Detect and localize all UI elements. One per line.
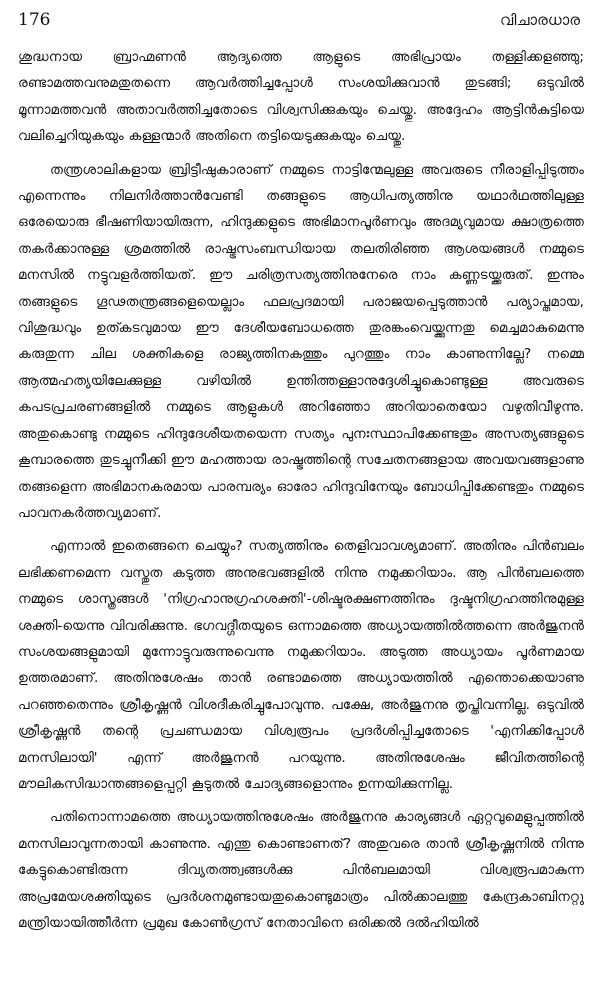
paragraph: തന്ത്രശാലികളായ ബ്രിട്ടീഷുകാരാണ് നമ്മുടെ നാട്ടിന്മേലുള്ള അവരുടെ നീരാളിപ്പിടുത്തം എന്നെന്നും നിലനിർത്താൻവേണ്ടി തങ്ങളുടെ ആധിപത്യത്തിനു യഥാർഥത്തിലുള്ള ഒരേയൊരു ഭീഷണിയായിരുന്ന, ഹിന്ദുക്കളുടെ അഭിമാനപൂർണവും അദമ്യവുമായ ക്ഷാത്രത്തെ തകർക്കാനുള്ള ശ്രമത്തിൽ രാഷ്ട്രസംബന്ധിയായ തലതിരിഞ്ഞ ആശയങ്ങൾ നമ്മുടെ മനസിൽ നട്ടുവളർത്തിയത്. ഈ ചരിത്രസത്യത്തിനുനേരെ നാം കണ്ണടയ്ക്കരുത്. ഇന്നും തങ്ങളുടെ ഗൂഢതന്ത്രങ്ങളെയെല്ലാം ഫലപ്രദമായി പരാജയപ്പെടുത്താൻ പര്യാപ്തമായ, വിശുദ്ധവും ഉത്കടവുമായ ഈ ദേശീയബോധത്തെ തുരങ്കംവെയ്ക്കുന്നതു മെച്ചമാകുമെന്നു കരുതുന്ന ചില ശക്തികളെ രാജ്യത്തിനകത്തും പുറത്തും നാം കാണുന്നില്ലേ? നമ്മെ ആത്മഹത്യയിലേക്കുള്ള വഴിയിൽ ഉന്തിത്തള്ളാനുദ്ദേശിച്ചുകൊണ്ടുള്ള അവരുടെ കപടപ്രചരണങ്ങളിൽ നമ്മുടെ ആളുകൾ അറിഞ്ഞോ അറിയാതെയോ വഴുതിവീഴുന്നു. അതുകൊണ്ടു നമ്മുടെ ഹിന്ദുദേശീയതയെന്ന സത്യം പുനഃസ്ഥാപിക്കേണ്ടതും അസത്യങ്ങളുടെ കൂമ്പാരത്തെ തുടച്ചുനീക്കി ഈ മഹത്തായ രാഷ്ട്രത്തിന്റെ സചേതനങ്ങളായ അവയവങ്ങളാണു തങ്ങളെന്ന അഭിമാനകരമായ പാരമ്പര്യം ഓരോ ഹിന്ദുവിനേയും ബോധിപ്പിക്കേണ്ടതും നമ്മുടെ പാവനകർത്തവ്യമാണ്. — [18, 161, 584, 521]
page-number: 176 — [18, 10, 51, 30]
page-header — [18, 10, 584, 38]
paragraph: എന്നാൽ ഇതെങ്ങനെ ചെയ്യും? സത്യത്തിനും തെളിവാവശ്യമാണ്. അതിനും പിൻബലം ലഭിക്കണമെന്ന വസ്തുത കടുത്ത അനുഭവങ്ങളിൽ നിന്നു നമുക്കറിയാം. ആ പിൻബലത്തെ നമ്മുടെ ശാസ്ത്രങ്ങൾ 'നിഗ്രഹാനുഗ്രഹശക്തി'-ശിഷ്ടരക്ഷണത്തിനും ദുഷ്ടനിഗ്രഹത്തിനുമുള്ള ശക്തി-യെന്നു വിവരിക്കുന്നു. ഭഗവദ്ഗീതയുടെ ഒന്നാമത്തെ അധ്യായത്തിൽത്തന്നെ അർജുനൻ സംശയങ്ങളുമായി മുന്നോട്ടുവരുന്നുവെന്നു നമുക്കറിയാം. അടുത്ത അധ്യായം പൂർണമായ ഉത്തരമാണ്. അതിനുശേഷം താൻ രണ്ടാമത്തെ അധ്യായത്തിൽ എന്തൊക്കെയാണു പറഞ്ഞതെന്നും ശ്രീകൃഷ്ണൻ വിശദീകരിച്ചുപോവുന്നു. പക്ഷേ, അർജുനനു തൃപ്തിവന്നില്ല. ഒടുവിൽ ശ്രീകൃഷ്ണൻ തന്റെ പ്രചണ്ഡമായ വിശ്വരൂപം പ്രദർശിപ്പിച്ചതോടെ 'എനിക്കിപ്പോൾ മനസിലായി' എന്ന് അർജുനൻ പറയുന്നു. അതിനുശേഷം ജീവിതത്തിന്റെ മൗലികസിദ്ധാന്തങ്ങളെപ്പറ്റി കൂടുതൽ ചോദ്യങ്ങളൊന്നും ഉന്നയിക്കുന്നില്ല. — [18, 538, 584, 792]
paragraph: ശുദ്ധനായ ബ്രാഹ്മണൻ ആദ്യത്തെ ആളുടെ അഭിപ്രായം തള്ളിക്കളഞ്ഞു; രണ്ടാമത്തവനുമതുതന്നെ ആവർത്തിച്ചപ്പോൾ സംശയിക്കുവാൻ തുടങ്ങി; ഒടുവിൽ മൂന്നാമത്തവൻ അതാവർത്തിച്ചതോടെ വിശ്വസിക്കുകയും ചെയ്തു. അദ്ദേഹം ആട്ടിൻകുട്ടിയെ വലിച്ചെറിയുകയും കള്ളന്മാർ അതിനെ തട്ടിയെടുക്കുകയും ചെയ്തു. — [18, 49, 584, 145]
paragraph: പതിനൊന്നാമത്തെ അധ്യായത്തിനുശേഷം അർജുനനു കാര്യങ്ങൾ ഏറ്റവുമെളുപ്പത്തിൽ മനസിലാവുന്നതായി കാണുന്നു. എന്തു കൊണ്ടാണത്? അതുവരെ താൻ ശ്രീകൃഷ്ണനിൽ നിന്നു കേട്ടുകൊണ്ടിരുന്ന ദിവ്യതത്ത്വങ്ങൾക്കു പിൻബലമായി വിശ്വരൂപമാകുന്ന അപ്രമേയശക്തിയുടെ പ്രദർശനമുണ്ടായതുകൊണ്ടുമാത്രം പിൽക്കാലത്തു കേന്ദ്രകാബിനറ്റു മന്ത്രിയായിത്തീർന്ന പ്രമുഖ കോൺഗ്രസ് നേതാവിനെ ഒരിക്കൽ ദൽഹിയിൽ — [18, 809, 584, 931]
running-head: വിചാരധാര — [500, 11, 580, 29]
body-text — [18, 44, 584, 936]
